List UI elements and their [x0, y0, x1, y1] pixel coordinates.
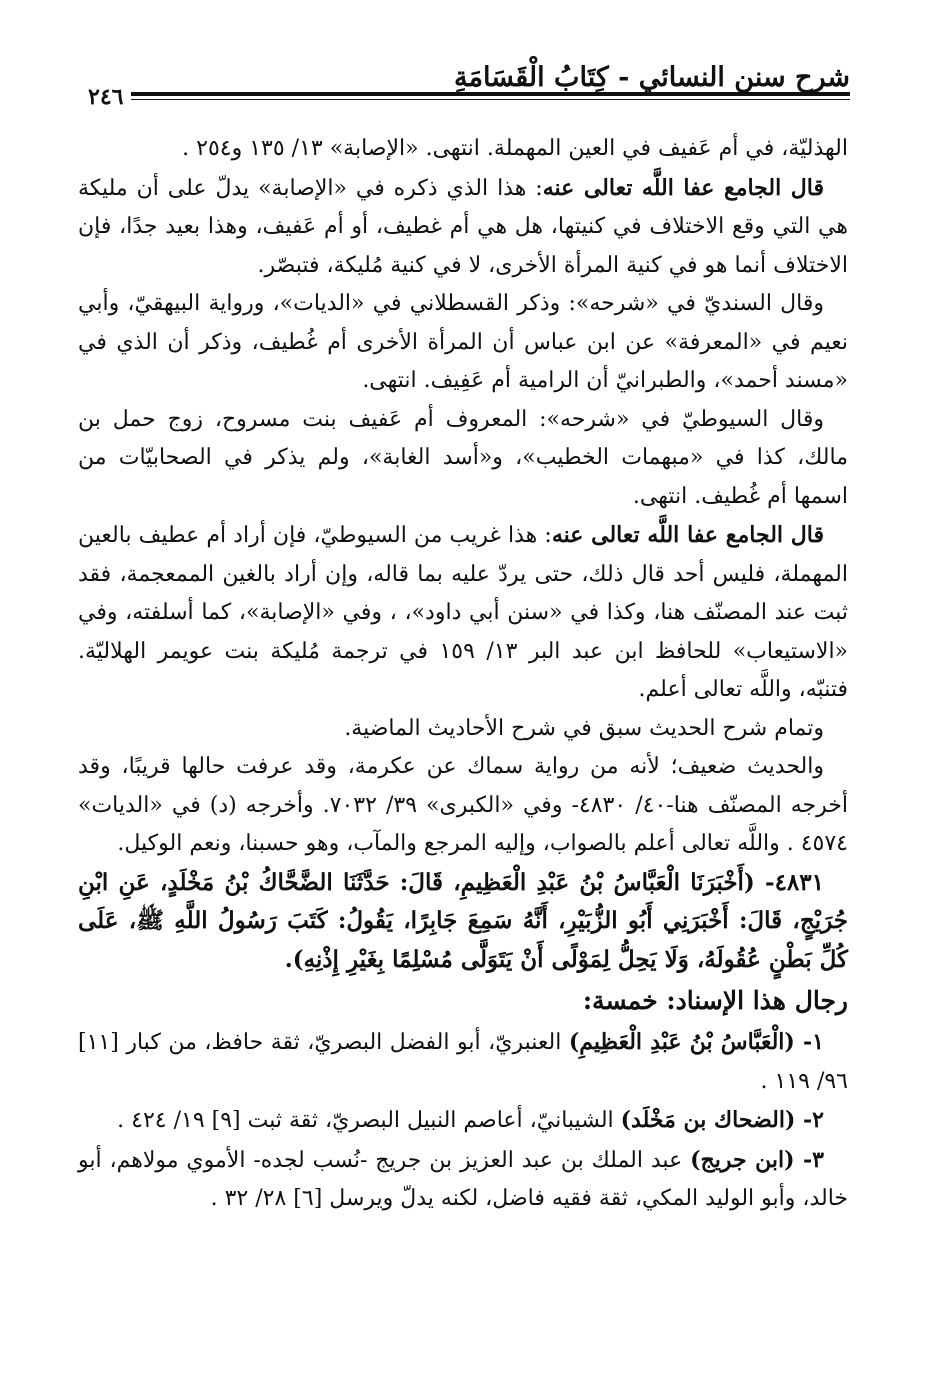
page-body: [78, 130, 848, 1219]
narrator-details: العنبريّ، أبو الفضل البصريّ، ثقة حافظ، من كبار [١١] ٩٦/ ١١٩ .: [78, 1030, 848, 1094]
paragraph-commentary-note: وتمام شرح الحديث سبق في شرح الأحاديث الماضية.: [344, 715, 824, 741]
section-heading: رجال هذا الإسناد: خمسة:: [582, 986, 848, 1015]
narrator-item: [78, 1141, 848, 1219]
paragraph-text: : هذا غريب من السيوطيّ، فإن أراد أم عطيف بالعين المهملة، فليس أحد قال ذلك، حتى يردّ عليه بما قاله، وإن أراد بالغين الممعجمة، فقد ثبت عند المصنّف هنا، وكذا في «سنن أبي داود»، ، وفي «الإصابة»، كما أسلفته، وفي «الاستيعاب» للحافظ ابن عبد البر ١٣/ ١٥٩ في ترجمة مُليكة بنت عويمر الهلاليّة. فتنبّه، واللَّه تعالى أعلم.: [78, 523, 849, 702]
page-number: ٢٤٦: [80, 84, 131, 110]
running-head: شرح سنن النسائي - كِتَابُ الْقَسَامَةِ: [454, 62, 850, 93]
paragraph-compiler-note-2: [78, 516, 848, 710]
narrator-details: عبد الملك بن عبد العزيز بن جريج -نُسب لجده- الأموي مولاهم، أبو خالد، وأبو الوليد المكي، ثقة فقيه فاضل، لكنه يدلّ ويرسل [٦] ٢٨/ ٣٢ .: [78, 1147, 848, 1211]
paragraph-compiler-note-1: [78, 169, 848, 286]
narrator-item: [78, 1023, 848, 1101]
header-rule-thick: [80, 92, 850, 96]
paragraph-continuation: الهذليّة، في أم عَفيف في العين المهملة. انتهى. «الإصابة» ١٣/ ١٣٥ و٢٥٤ .: [182, 136, 848, 161]
paragraph-text: : هذا الذي ذكره في «الإصابة» يدلّ على أن مليكة هي التي وقع الاختلاف في كنيتها، هل هي أم غطيف، أو أم عَفيف، وهذا بعيد جدًا، فإن الاختلاف أنما هو في كنية المرأة الأخرى، لا في كنية مُليكة، فتبصّر.: [78, 175, 848, 278]
hadith-text: ٤٨٣١- (أَخْبَرَنَا الْعَبَّاسُ بْنُ عَبْدِ الْعَظِيمِ، قَالَ: حَدَّثَنَا الضَّحَّاكُ بْنُ مَخْلَدٍ، عَنِ ابْنِ جُرَيْجٍ، قَالَ: أَخْبَرَنِي أَبُو الزُّبَيْرِ، أَنَّهُ سَمِعَ جَابِرًا، يَقُولُ: كَتَبَ رَسُولُ اللَّهِ ﷺ، عَلَى كُلِّ بَطْنٍ عُقُولَهُ، وَلَا يَحِلُّ لِمَوْلًى أَنْ يَتَوَلَّى مُسْلِمًا بِغَيْرِ إِذْنِهِ).: [78, 868, 848, 973]
narrator-details: الشيبانيّ، أعاصم النبيل البصريّ، ثقة ثبت [٩] ١٩/ ٤٢٤ .: [117, 1108, 621, 1133]
paragraph-suyuti: وقال السيوطيّ في «شرحه»: المعروف أم عَفيف بنت مسروح، زوج حمل بن مالك، كذا في «مبهمات الخطيب»، و«أسد الغابة»، ولم يذكر في الصحابيّات من اسمها أم غُطيف. انتهى.: [78, 406, 848, 509]
page-header: [80, 52, 850, 112]
narrator-name: ١- (الْعَبَّاسُ بْنُ عَبْدِ الْعَظِيمِ): [568, 1029, 824, 1055]
narrator-name: ٣- (ابن جريج): [690, 1146, 824, 1173]
compiler-label: قال الجامع عفا اللَّه تعالى عنه: [542, 174, 825, 201]
narrator-name: ٢- (الضحاك بن مَخْلَد): [620, 1107, 824, 1133]
compiler-label: قال الجامع عفا اللَّه تعالى عنه: [551, 522, 824, 548]
narrator-item: [78, 1101, 848, 1141]
header-rule-thin: [80, 99, 850, 100]
paragraph-sindi: وقال السنديّ في «شرحه»: وذكر القسطلاني في «الديات»، ورواية البيهقيّ، وأبي نعيم في «المعرفة» عن ابن عباس أن المرأة الأخرى أم غُطيف، وذكر أن الذي في «مسند أحمد»، والطبرانيّ أن الرامية أم عَفِيف. انتهى.: [78, 291, 848, 393]
paragraph-grading: والحديث ضعيف؛ لأنه من رواية سماك عن عكرمة، وقد عرفت حالها قريبًا، وقد أخرجه المصنّف هنا-٤٠/ ٤٨٣٠- وفي «الكبرى» ٣٩/ ٧٠٣٢. وأخرجه (د) في «الديات» ٤٥٧٤ . واللَّه تعالى أعلم بالصواب، وإليه المرجع والمآب، وهو حسبنا، ونعم الوكيل.: [78, 754, 848, 856]
